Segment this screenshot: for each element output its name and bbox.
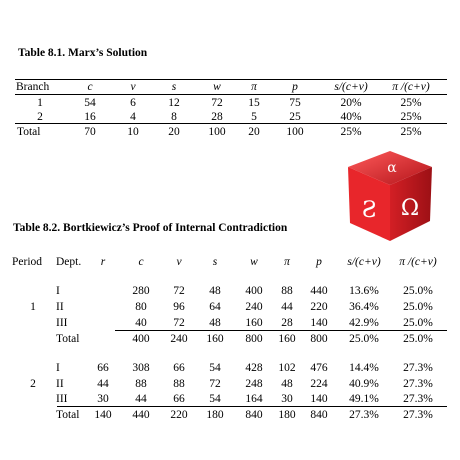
table-8-2-cell: 88 [173,378,185,390]
table-8-2-cell: 140 [94,409,112,421]
table-8-2-cell: 66 [173,393,185,405]
table-8-2-cell: 27.3% [349,409,379,421]
table-8-2-cell: 48 [209,285,221,297]
table-8-2-cell: 49.1% [349,393,379,405]
table-8-2-cell: 27.3% [403,378,433,390]
table-8-2-period-label: 1 [30,301,36,313]
table-8-2-cell: 428 [245,362,263,374]
die-glyph-alpha: α [387,160,397,176]
table-8-2-cell: 72 [209,378,221,390]
dice-image [340,145,440,245]
table-8-2-cell: 400 [132,333,150,345]
table-8-1-header: s/(c+v) [334,81,368,93]
table-8-2-cell: 25.0% [403,285,433,297]
table-8-2-cell: I [56,285,60,297]
table-8-2-cell: 160 [278,333,296,345]
table-8-2-cell: 64 [209,301,221,313]
table-8-2-cell: 280 [132,285,150,297]
table-8-2-cell: 44 [135,393,147,405]
table-8-2-cell: 180 [278,409,296,421]
table-8-1-cell: 28 [211,111,223,123]
table-8-2-cell: 840 [245,409,263,421]
table-8-2-header: r [100,256,106,268]
table-8-2-period1-total-rule [115,330,447,331]
table-8-1-cell: 16 [84,111,96,123]
table-8-2-cell: 44 [281,301,293,313]
table-8-2-cell: 30 [97,393,109,405]
table-8-2-cell: 40 [135,317,147,329]
table-8-2-header: w [250,256,258,268]
table-8-2-cell: 224 [310,378,328,390]
table-8-2-cell: 240 [245,301,263,313]
table-8-2-cell: 36.4% [349,301,379,313]
table-8-2-cell: 400 [245,285,263,297]
table-8-2-header: p [316,256,322,268]
table-8-2-cell: 96 [173,301,185,313]
table-8-1-top-rule [15,79,447,80]
table-8-2-cell: 180 [206,409,224,421]
table-8-2-cell: 140 [310,393,328,405]
table-8-2-header: Dept. [56,256,82,268]
table-8-2-cell: 248 [245,378,263,390]
table-8-2-cell: I [56,362,60,374]
table-8-1-cell: 72 [211,97,223,109]
table-8-1-cell: 25% [400,111,422,123]
table-8-2-cell: 220 [170,409,188,421]
table-8-2-cell: 440 [310,285,328,297]
table-8-1-cell: 5 [251,111,257,123]
table-8-1-cell: 25% [400,126,422,138]
table-8-2-cell: 140 [310,317,328,329]
table-8-1-cell: 40% [340,111,362,123]
table-8-2-cell: 800 [310,333,328,345]
table-8-2-cell: 48 [209,317,221,329]
table-8-1-cell: 8 [171,111,177,123]
table-8-1-cell: 100 [208,126,226,138]
table-8-1-header: v [130,81,136,93]
table-8-2-cell: 48 [281,378,293,390]
table-8-2-cell: 25.0% [403,301,433,313]
table-8-1-cell: 4 [130,111,136,123]
table-8-2-cell: 54 [209,393,221,405]
table-8-2-cell: III [56,317,68,329]
table-8-2-cell: 308 [132,362,150,374]
die-glyph-omega: Ω [400,196,420,221]
table-8-1-cell: 20 [248,126,260,138]
table-8-2-header: π [284,256,290,268]
table-8-2-cell: 27.3% [403,362,433,374]
table-8-2-cell: 102 [278,362,296,374]
table-8-1-cell: 25 [289,111,301,123]
table-8-1-cell: 1 [37,97,43,109]
table-8-1-cell: 25% [400,97,422,109]
table-8-2-cell: 476 [310,362,328,374]
table-8-2-cell: 160 [245,317,263,329]
table-8-2-cell: 840 [310,409,328,421]
table-8-2-cell: 25.0% [349,333,379,345]
table-8-1-header: w [213,81,221,93]
table-8-2-cell: 27.3% [403,393,433,405]
table-8-2-cell: 80 [135,301,147,313]
table-8-2-cell: 66 [173,362,185,374]
table-8-2-cell: 240 [170,333,188,345]
table-8-1-header: Branch [16,81,50,93]
table-8-2-header: s [212,256,218,268]
table-8-2-cell: 66 [97,362,109,374]
table-8-1-cell: 70 [84,126,96,138]
table-8-1-cell: 75 [289,97,301,109]
table-8-2-cell: 40.9% [349,378,379,390]
table-8-2-cell: 14.4% [349,362,379,374]
table-8-2-cell: 28 [281,317,293,329]
table-8-1-cell: 20% [340,97,362,109]
table-8-1-header: s [171,81,177,93]
table-8-2-header: Period [12,256,43,268]
table-8-2-cell: II [56,301,64,313]
table-8-1-total-rule [15,123,447,124]
table-8-1-cell: 54 [84,97,96,109]
table-8-2-cell: 13.6% [349,285,379,297]
table-8-1-cell: 10 [127,126,139,138]
table-8-2-header: π /(c+v) [399,256,437,268]
table-8-2-period2-total-rule [57,406,447,407]
table-8-2-cell: 72 [173,285,185,297]
table-8-1-header: π /(c+v) [392,81,430,93]
table-8-2-cell: 25.0% [403,317,433,329]
table-8-2-cell: 440 [132,409,150,421]
table-8-2-cell: 72 [173,317,185,329]
table-8-2-header: v [176,256,182,268]
table-8-2-cell: Total [56,333,80,345]
table-8-2-cell: 88 [281,285,293,297]
table-8-2-cell: Total [56,409,80,421]
table-8-2-cell: 44 [97,378,109,390]
table-8-2-cell: 25.0% [403,333,433,345]
table-8-1-cell: 20 [168,126,180,138]
table-8-1-header: c [87,81,93,93]
table-8-2-period-label: 2 [30,378,36,390]
table-8-1-cell: Total [17,126,41,138]
table-8-2-cell: 27.3% [403,409,433,421]
table-8-1-header: π [251,81,257,93]
table-8-2-cell: 54 [209,362,221,374]
table-8-2-cell: III [56,393,68,405]
table-8-2-caption: Table 8.2. Bortkiewicz’s Proof of Internal Contradiction [13,222,288,234]
table-8-2-header: c [138,256,144,268]
table-8-1-cell: 25% [340,126,362,138]
table-8-2-cell: 164 [245,393,263,405]
table-8-1-cell: 2 [37,111,43,123]
table-8-2-cell: 30 [281,393,293,405]
table-8-2-cell: II [56,378,64,390]
table-8-2-cell: 42.9% [349,317,379,329]
table-8-1-cell: 12 [168,97,180,109]
die-glyph-left: Ƨ [361,198,377,223]
table-8-2-cell: 160 [206,333,224,345]
table-8-2-header: s/(c+v) [347,256,381,268]
table-8-1-cell: 100 [286,126,304,138]
table-8-1-cell: 6 [130,97,136,109]
table-8-2-cell: 88 [135,378,147,390]
table-8-1-cell: 15 [248,97,260,109]
table-8-1-header: p [292,81,298,93]
table-8-1-caption: Table 8.1. Marx’s Solution [18,47,148,59]
table-8-2-cell: 800 [245,333,263,345]
table-8-2-cell: 220 [310,301,328,313]
table-8-1-header-rule [15,94,447,95]
